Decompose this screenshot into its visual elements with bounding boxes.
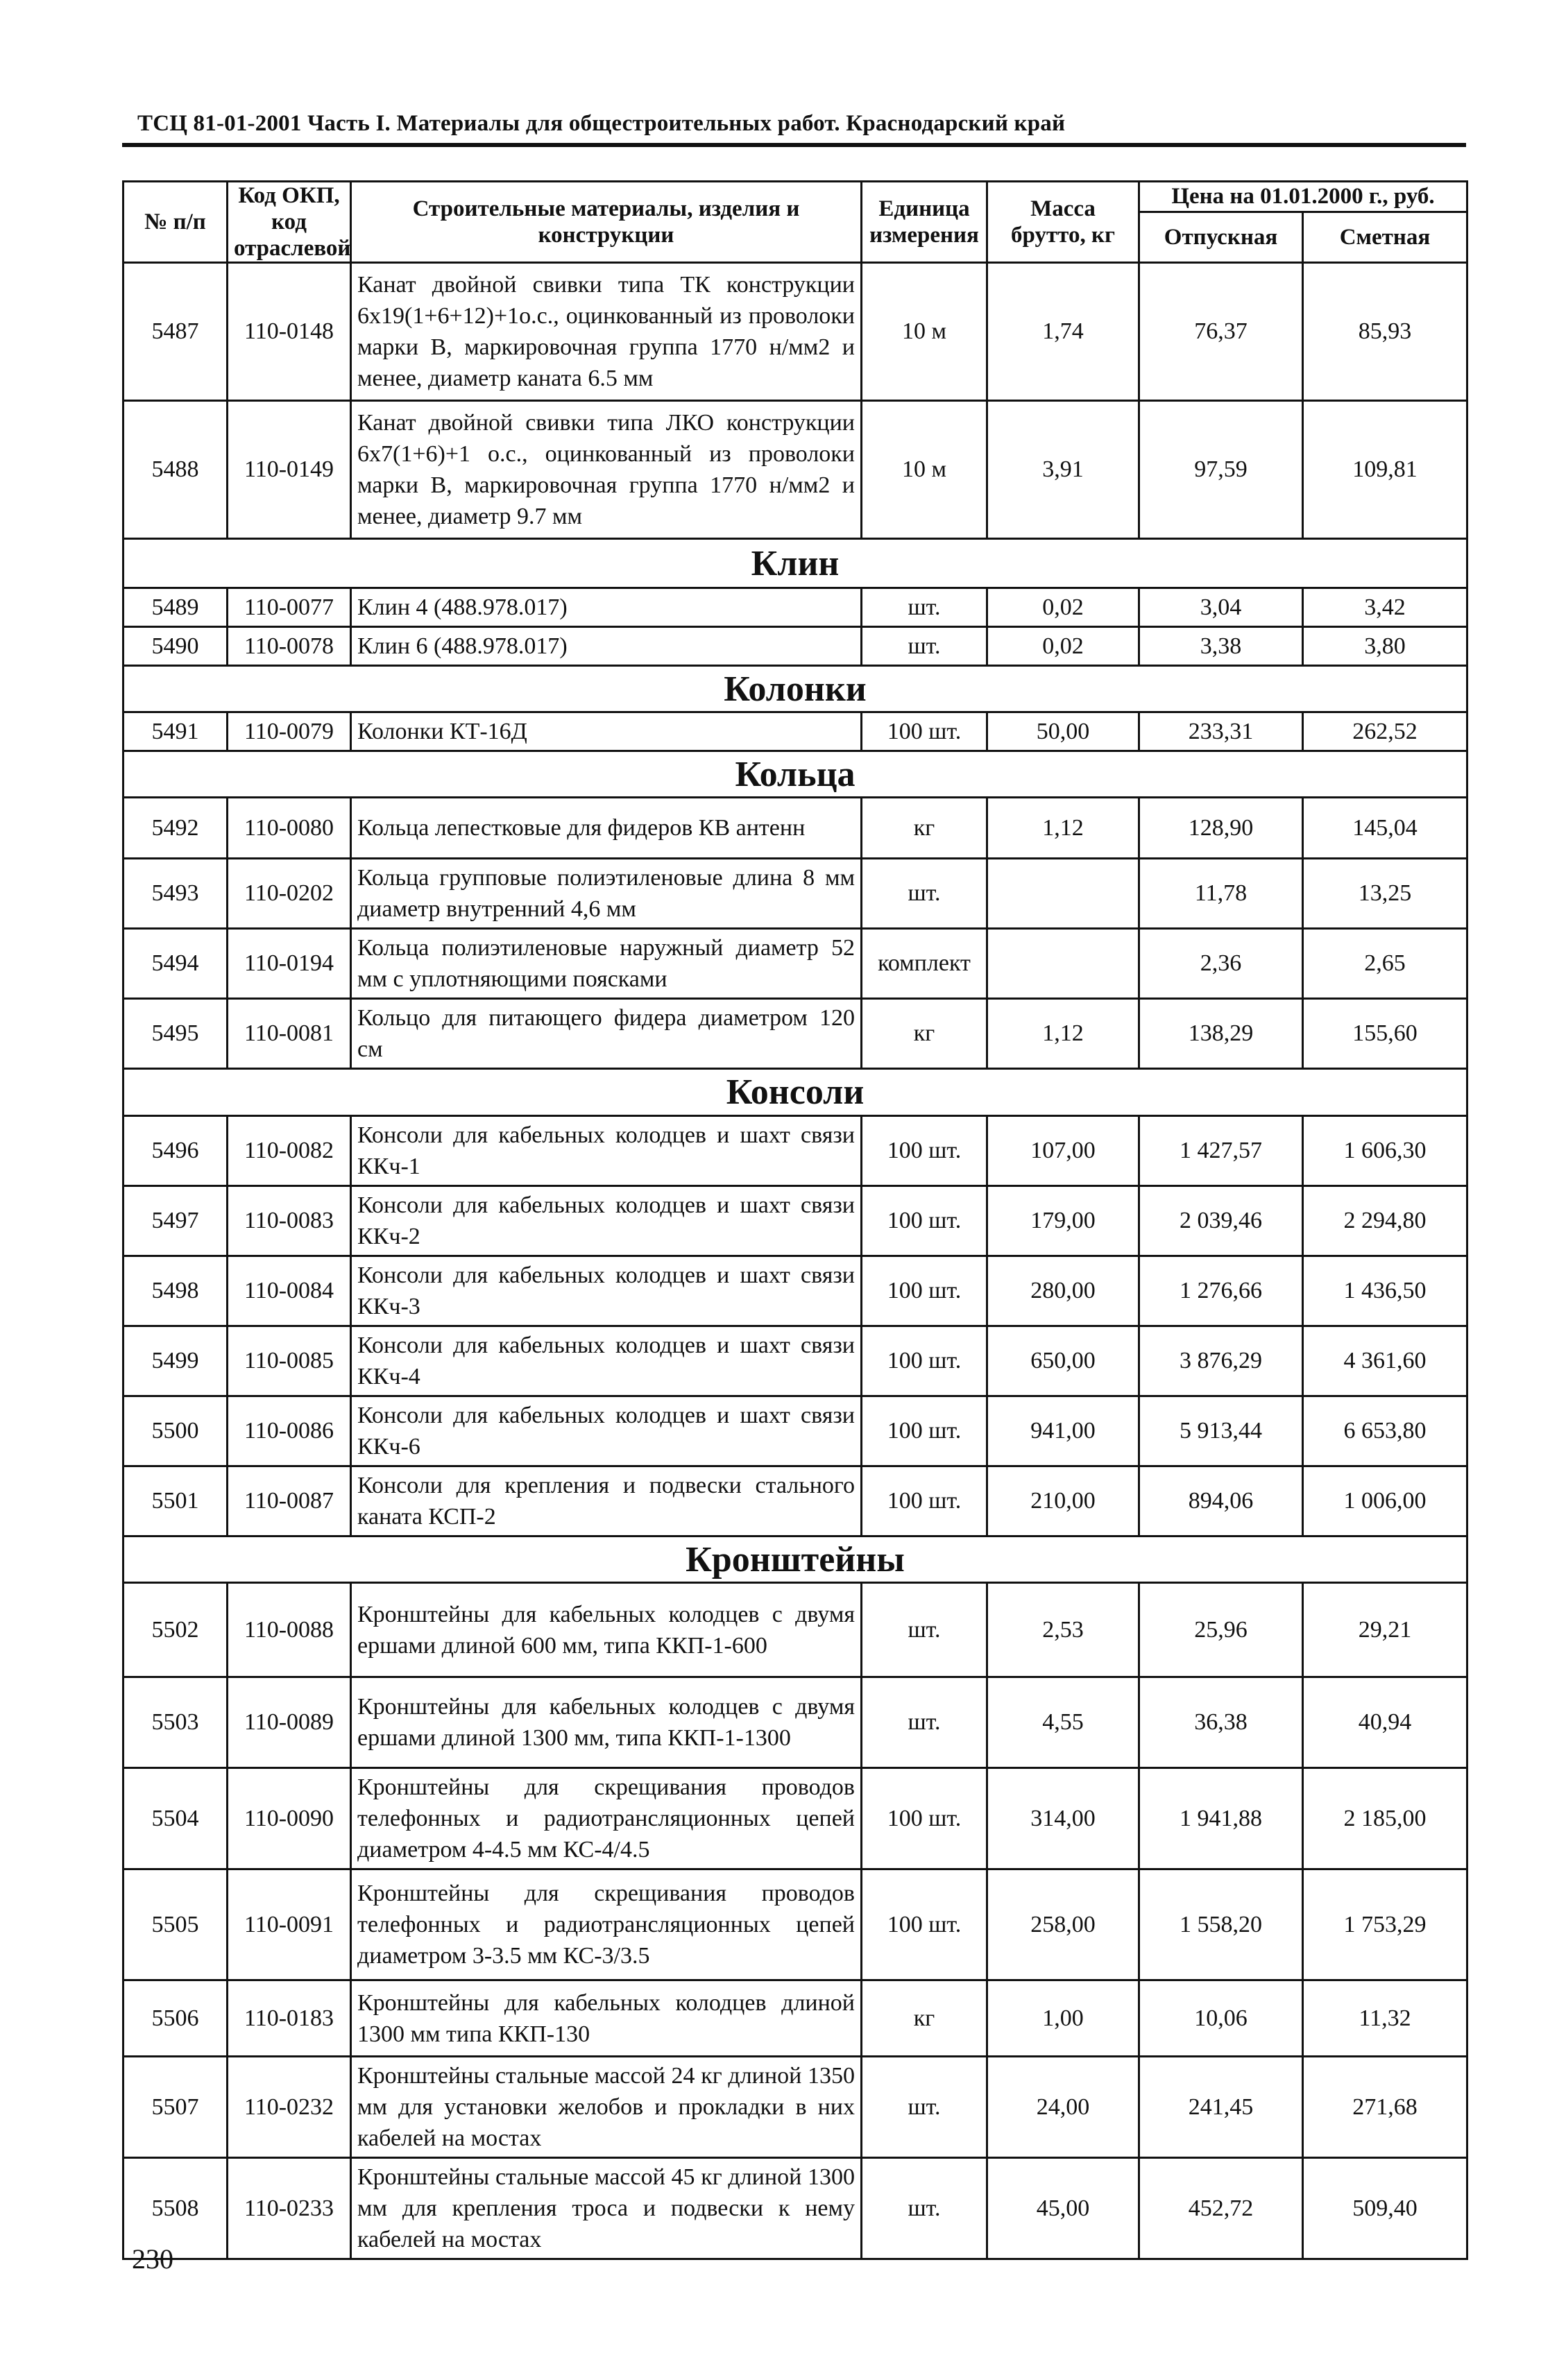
cell-p1: 76,37 [1139,263,1303,401]
cell-p1: 138,29 [1139,999,1303,1069]
cell-p1: 36,38 [1139,1677,1303,1768]
table-row [124,999,1467,1069]
table-row [124,1677,1467,1768]
table-row [124,859,1467,929]
cell-unit: 100 шт. [862,1768,987,1869]
cell-mass: 1,74 [987,263,1139,401]
table-row [124,627,1467,666]
cell-code: 110-0084 [228,1256,351,1326]
cell-code: 110-0078 [228,627,351,666]
cell-num: 5495 [124,999,228,1069]
cell-unit: 10 м [862,263,987,401]
cell-unit: 100 шт. [862,1869,987,1980]
cell-p1: 1 558,20 [1139,1869,1303,1980]
section-row [124,539,1467,588]
cell-code: 110-0089 [228,1677,351,1768]
cell-mass [987,929,1139,999]
cell-p1: 2,36 [1139,929,1303,999]
cell-unit: 100 шт. [862,712,987,751]
table-row [124,1396,1467,1466]
cell-p2: 29,21 [1303,1583,1467,1677]
cell-p1: 3,38 [1139,627,1303,666]
cell-num: 5507 [124,2057,228,2158]
cell-desc: Колонки КТ-16Д [351,712,862,751]
cell-p2: 85,93 [1303,263,1467,401]
table-row [124,1186,1467,1256]
section-title: Клин [124,539,1467,588]
cell-p2: 155,60 [1303,999,1467,1069]
cell-unit: кг [862,999,987,1069]
cell-code: 110-0194 [228,929,351,999]
cell-unit: шт. [862,627,987,666]
col-header-unit: Единица измерения [862,182,987,263]
cell-p1: 10,06 [1139,1980,1303,2057]
table-row [124,929,1467,999]
cell-mass: 0,02 [987,627,1139,666]
table-row [124,2057,1467,2158]
cell-code: 110-0088 [228,1583,351,1677]
cell-num: 5498 [124,1256,228,1326]
cell-unit: 100 шт. [862,1186,987,1256]
cell-p2: 509,40 [1303,2158,1467,2259]
section-row [124,1069,1467,1116]
section-title: Кронштейны [124,1536,1467,1583]
cell-p2: 11,32 [1303,1980,1467,2057]
cell-mass: 50,00 [987,712,1139,751]
col-header-code: Код ОКП, код отраслевой [228,182,351,263]
table-row [124,1768,1467,1869]
cell-p2: 6 653,80 [1303,1396,1467,1466]
cell-unit: шт. [862,2158,987,2259]
cell-p2: 4 361,60 [1303,1326,1467,1396]
cell-p2: 2 294,80 [1303,1186,1467,1256]
cell-mass: 650,00 [987,1326,1139,1396]
table-row [124,712,1467,751]
cell-desc: Консоли для кабельных колодцев и шахт связи ККч-6 [351,1396,862,1466]
cell-mass: 4,55 [987,1677,1139,1768]
cell-p1: 233,31 [1139,712,1303,751]
cell-desc: Кронштейны для кабельных колодцев с двумя ершами длиной 600 мм, типа ККП-1-600 [351,1583,862,1677]
table-row [124,1583,1467,1677]
cell-desc: Консоли для кабельных колодцев и шахт связи ККч-4 [351,1326,862,1396]
section-title: Кольца [124,751,1467,798]
cell-code: 110-0232 [228,2057,351,2158]
cell-mass: 941,00 [987,1396,1139,1466]
cell-mass: 314,00 [987,1768,1139,1869]
cell-desc: Кронштейны для скрещивания проводов телефонных и радиотрансляционных цепей диаметром 3-3.5 мм КС-3/3.5 [351,1869,862,1980]
cell-mass: 1,12 [987,798,1139,859]
cell-code: 110-0148 [228,263,351,401]
cell-desc: Консоли для кабельных колодцев и шахт связи ККч-1 [351,1116,862,1186]
cell-desc: Клин 6 (488.978.017) [351,627,862,666]
cell-num: 5506 [124,1980,228,2057]
running-header: ТСЦ 81-01-2001 Часть I. Материалы для общестроительных работ. Краснодарский край [137,111,1066,136]
cell-p2: 1 006,00 [1303,1466,1467,1536]
cell-mass: 3,91 [987,401,1139,539]
cell-num: 5488 [124,401,228,539]
cell-p1: 241,45 [1139,2057,1303,2158]
table-row [124,1256,1467,1326]
cell-desc: Канат двойной свивки типа ЛКО конструкции 6х7(1+6)+1 о.с., оцинкованный из проволоки марки В, маркировочная группа 1770 н/мм2 и менее, диаметр 9.7 мм [351,401,862,539]
cell-num: 5497 [124,1186,228,1256]
cell-p1: 3 876,29 [1139,1326,1303,1396]
table-row [124,798,1467,859]
cell-unit: 100 шт. [862,1396,987,1466]
cell-num: 5503 [124,1677,228,1768]
cell-mass: 1,12 [987,999,1139,1069]
cell-desc: Кронштейны стальные массой 24 кг длиной 1350 мм для установки желобов и прокладки в них кабелей на мостах [351,2057,862,2158]
cell-p1: 2 039,46 [1139,1186,1303,1256]
cell-code: 110-0082 [228,1116,351,1186]
cell-num: 5505 [124,1869,228,1980]
cell-p1: 1 276,66 [1139,1256,1303,1326]
cell-unit: 10 м [862,401,987,539]
table-row [124,1116,1467,1186]
cell-unit: шт. [862,2057,987,2158]
table-row [124,1466,1467,1536]
cell-desc: Кронштейны для кабельных колодцев длиной 1300 мм типа ККП-130 [351,1980,862,2057]
cell-unit: комплект [862,929,987,999]
cell-desc: Кронштейны для скрещивания проводов телефонных и радиотрансляционных цепей диаметром 4-4.5 мм КС-4/4.5 [351,1768,862,1869]
section-title: Колонки [124,666,1467,712]
cell-p1: 11,78 [1139,859,1303,929]
page-number: 230 [132,2243,173,2275]
cell-num: 5496 [124,1116,228,1186]
cell-p2: 1 436,50 [1303,1256,1467,1326]
header-rule [122,143,1466,147]
cell-p1: 894,06 [1139,1466,1303,1536]
table-row [124,588,1467,627]
cell-num: 5494 [124,929,228,999]
cell-unit: 100 шт. [862,1466,987,1536]
cell-p2: 13,25 [1303,859,1467,929]
cell-mass: 0,02 [987,588,1139,627]
cell-num: 5493 [124,859,228,929]
cell-p1: 1 427,57 [1139,1116,1303,1186]
cell-code: 110-0081 [228,999,351,1069]
table-row [124,1980,1467,2057]
col-header-price-estimate: Сметная [1303,212,1467,262]
section-row [124,666,1467,712]
cell-code: 110-0077 [228,588,351,627]
materials-table [122,180,1468,2260]
cell-desc: Канат двойной свивки типа ТК конструкции 6х19(1+6+12)+1о.с., оцинкованный из проволоки марки В, маркировочная группа 1770 н/мм2 и менее, диаметр каната 6.5 мм [351,263,862,401]
cell-p2: 2 185,00 [1303,1768,1467,1869]
cell-desc: Консоли для кабельных колодцев и шахт связи ККч-2 [351,1186,862,1256]
cell-p2: 40,94 [1303,1677,1467,1768]
cell-unit: кг [862,1980,987,2057]
cell-num: 5491 [124,712,228,751]
section-row [124,751,1467,798]
cell-code: 110-0090 [228,1768,351,1869]
cell-code: 110-0086 [228,1396,351,1466]
cell-p1: 452,72 [1139,2158,1303,2259]
col-header-mass: Масса брутто, кг [987,182,1139,263]
cell-mass: 210,00 [987,1466,1139,1536]
cell-code: 110-0149 [228,401,351,539]
cell-desc: Кронштейны для кабельных колодцев с двумя ершами длиной 1300 мм, типа ККП-1-1300 [351,1677,862,1768]
col-header-num: № п/п [124,182,228,263]
cell-code: 110-0091 [228,1869,351,1980]
cell-num: 5501 [124,1466,228,1536]
cell-unit: шт. [862,1583,987,1677]
cell-code: 110-0083 [228,1186,351,1256]
cell-num: 5504 [124,1768,228,1869]
cell-num: 5500 [124,1396,228,1466]
cell-desc: Консоли для кабельных колодцев и шахт связи ККч-3 [351,1256,862,1326]
cell-mass: 1,00 [987,1980,1139,2057]
table-row [124,2158,1467,2259]
cell-p1: 5 913,44 [1139,1396,1303,1466]
table-row [124,401,1467,539]
cell-mass: 179,00 [987,1186,1139,1256]
cell-desc: Кольца полиэтиленовые наружный диаметр 52 мм с уплотняющими поясками [351,929,862,999]
cell-p2: 1 753,29 [1303,1869,1467,1980]
cell-p1: 3,04 [1139,588,1303,627]
cell-unit: 100 шт. [862,1256,987,1326]
table-row [124,1869,1467,1980]
cell-num: 5487 [124,263,228,401]
cell-desc: Кольцо для питающего фидера диаметром 120 см [351,999,862,1069]
cell-unit: кг [862,798,987,859]
cell-unit: 100 шт. [862,1326,987,1396]
cell-p2: 1 606,30 [1303,1116,1467,1186]
cell-p1: 1 941,88 [1139,1768,1303,1869]
cell-num: 5489 [124,588,228,627]
table-row [124,263,1467,401]
cell-code: 110-0079 [228,712,351,751]
cell-p2: 145,04 [1303,798,1467,859]
cell-p1: 128,90 [1139,798,1303,859]
cell-mass: 2,53 [987,1583,1139,1677]
cell-code: 110-0080 [228,798,351,859]
col-header-desc: Строительные материалы, изделия и конструкции [351,182,862,263]
cell-num: 5490 [124,627,228,666]
cell-num: 5502 [124,1583,228,1677]
cell-p2: 3,80 [1303,627,1467,666]
cell-mass: 280,00 [987,1256,1139,1326]
cell-desc: Кольца групповые полиэтиленовые длина 8 мм диаметр внутренний 4,6 мм [351,859,862,929]
cell-code: 110-0202 [228,859,351,929]
cell-num: 5508 [124,2158,228,2259]
cell-mass: 45,00 [987,2158,1139,2259]
cell-desc: Кольца лепестковые для фидеров КВ антенн [351,798,862,859]
cell-code: 110-0085 [228,1326,351,1396]
cell-p1: 97,59 [1139,401,1303,539]
cell-mass [987,859,1139,929]
table-row [124,1326,1467,1396]
cell-unit: 100 шт. [862,1116,987,1186]
section-row [124,1536,1467,1583]
cell-mass: 107,00 [987,1116,1139,1186]
cell-mass: 258,00 [987,1869,1139,1980]
cell-p1: 25,96 [1139,1583,1303,1677]
cell-code: 110-0183 [228,1980,351,2057]
cell-p2: 262,52 [1303,712,1467,751]
cell-num: 5499 [124,1326,228,1396]
col-header-price-group: Цена на 01.01.2000 г., руб. [1139,182,1467,212]
cell-num: 5492 [124,798,228,859]
cell-p2: 271,68 [1303,2057,1467,2158]
col-header-price-release: Отпускная [1139,212,1303,262]
cell-p2: 109,81 [1303,401,1467,539]
table-body [124,263,1467,2259]
cell-mass: 24,00 [987,2057,1139,2158]
cell-unit: шт. [862,1677,987,1768]
cell-p2: 2,65 [1303,929,1467,999]
cell-desc: Кронштейны стальные массой 45 кг длиной 1300 мм для крепления троса и подвески к нему кабелей на мостах [351,2158,862,2259]
cell-p2: 3,42 [1303,588,1467,627]
cell-desc: Клин 4 (488.978.017) [351,588,862,627]
cell-unit: шт. [862,859,987,929]
cell-desc: Консоли для крепления и подвески стального каната КСП-2 [351,1466,862,1536]
cell-unit: шт. [862,588,987,627]
section-title: Консоли [124,1069,1467,1116]
cell-code: 110-0233 [228,2158,351,2259]
cell-code: 110-0087 [228,1466,351,1536]
